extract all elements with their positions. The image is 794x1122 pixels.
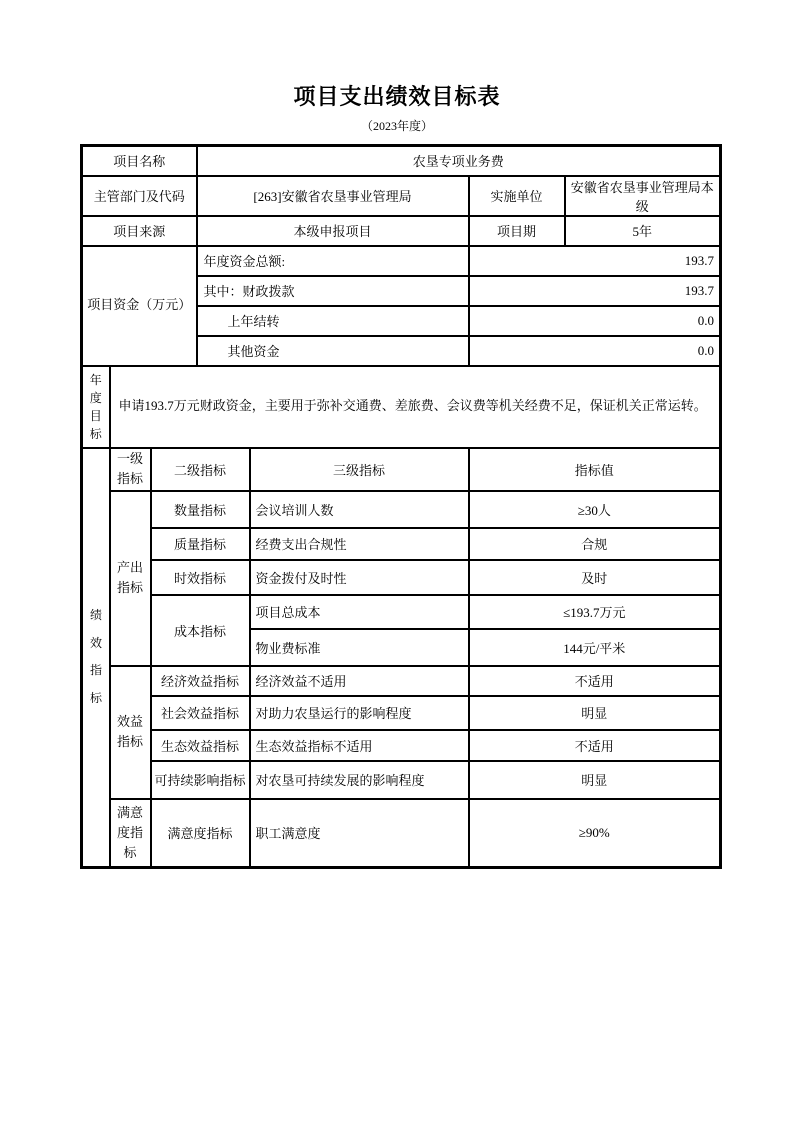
impl-unit-label: 实施单位	[469, 176, 565, 216]
indicator-level3: 会议培训人数	[250, 491, 469, 528]
indicator-level2: 数量指标	[151, 491, 250, 528]
indicator-level3: 物业费标准	[250, 629, 469, 666]
indicator-row	[82, 696, 721, 730]
table-row	[82, 176, 721, 216]
indicator-row	[82, 730, 721, 761]
header-level1: 一级指标	[110, 448, 151, 491]
table-row	[82, 216, 721, 246]
period-value: 5年	[565, 216, 721, 246]
indicator-value: 不适用	[469, 730, 721, 761]
fund-name-carryover: 上年结转	[197, 306, 469, 336]
indicator-level2: 质量指标	[151, 528, 250, 560]
period-label: 项目期	[469, 216, 565, 246]
fund-name-fiscal: 其中：财政拨款	[197, 276, 469, 306]
indicator-row	[82, 799, 721, 868]
indicator-row	[82, 491, 721, 528]
indicator-value: ≥30人	[469, 491, 721, 528]
indicator-level3: 经济效益不适用	[250, 666, 469, 696]
indicator-level3: 经费支出合规性	[250, 528, 469, 560]
indicator-header-row	[82, 448, 721, 491]
indicator-level2: 经济效益指标	[151, 666, 250, 696]
performance-indicators-label: 绩效指标	[82, 448, 110, 868]
fund-value-total: 193.7	[469, 246, 721, 276]
indicator-level2: 生态效益指标	[151, 730, 250, 761]
fund-row	[82, 246, 721, 276]
indicator-level2: 社会效益指标	[151, 696, 250, 730]
indicator-row	[82, 666, 721, 696]
indicator-level2: 时效指标	[151, 560, 250, 595]
header-level2: 二级指标	[151, 448, 250, 491]
page-title: 项目支出绩效目标表	[293, 84, 501, 109]
source-value: 本级申报项目	[197, 216, 469, 246]
header-value: 指标值	[469, 448, 721, 491]
indicator-value: ≤193.7万元	[469, 595, 721, 629]
page-subtitle: （2023年度）	[360, 119, 433, 133]
header-level3: 三级指标	[250, 448, 469, 491]
indicator-value: ≥90%	[469, 799, 721, 868]
fund-value-other: 0.0	[469, 336, 721, 366]
dept-label: 主管部门及代码	[82, 176, 197, 216]
indicator-level2: 满意度指标	[151, 799, 250, 868]
indicator-row	[82, 595, 721, 629]
indicator-row	[82, 761, 721, 799]
indicator-value: 144元/平米	[469, 629, 721, 666]
level1-output: 产出指标	[110, 491, 151, 666]
indicator-level2-cost: 成本指标	[151, 595, 250, 666]
impl-unit-value: 安徽省农垦事业管理局本级	[565, 176, 721, 216]
annual-goal-row	[82, 366, 721, 448]
indicator-value: 明显	[469, 696, 721, 730]
fund-value-fiscal: 193.7	[469, 276, 721, 306]
fund-name-total: 年度资金总额:	[197, 246, 469, 276]
fund-value-carryover: 0.0	[469, 306, 721, 336]
indicator-level3: 项目总成本	[250, 595, 469, 629]
indicator-row	[82, 528, 721, 560]
table-row	[82, 146, 721, 176]
source-label: 项目来源	[82, 216, 197, 246]
indicator-row	[82, 560, 721, 595]
indicator-level3: 职工满意度	[250, 799, 469, 868]
project-name-value: 农垦专项业务费	[197, 146, 721, 176]
level1-satisfaction: 满意度指标	[110, 799, 151, 868]
fund-name-other: 其他资金	[197, 336, 469, 366]
level1-benefit: 效益指标	[110, 666, 151, 799]
indicator-value: 及时	[469, 560, 721, 595]
indicator-level3: 对农垦可持续发展的影响程度	[250, 761, 469, 799]
annual-goal-text: 申请193.7万元财政资金，主要用于弥补交通费、差旅费、会议费等机关经费不足，保证机关正常运转。	[110, 366, 721, 448]
funds-label: 项目资金（万元）	[82, 246, 197, 366]
indicator-value: 明显	[469, 761, 721, 799]
annual-goal-label: 年度目标	[82, 366, 110, 448]
indicator-level3: 生态效益指标不适用	[250, 730, 469, 761]
indicator-value: 不适用	[469, 666, 721, 696]
indicator-value: 合规	[469, 528, 721, 560]
indicator-level3: 资金拨付及时性	[250, 560, 469, 595]
project-name-label: 项目名称	[82, 146, 197, 176]
indicator-level3: 对助力农垦运行的影响程度	[250, 696, 469, 730]
indicator-level2: 可持续影响指标	[151, 761, 250, 799]
dept-value: [263]安徽省农垦事业管理局	[197, 176, 469, 216]
performance-target-table	[80, 144, 722, 869]
